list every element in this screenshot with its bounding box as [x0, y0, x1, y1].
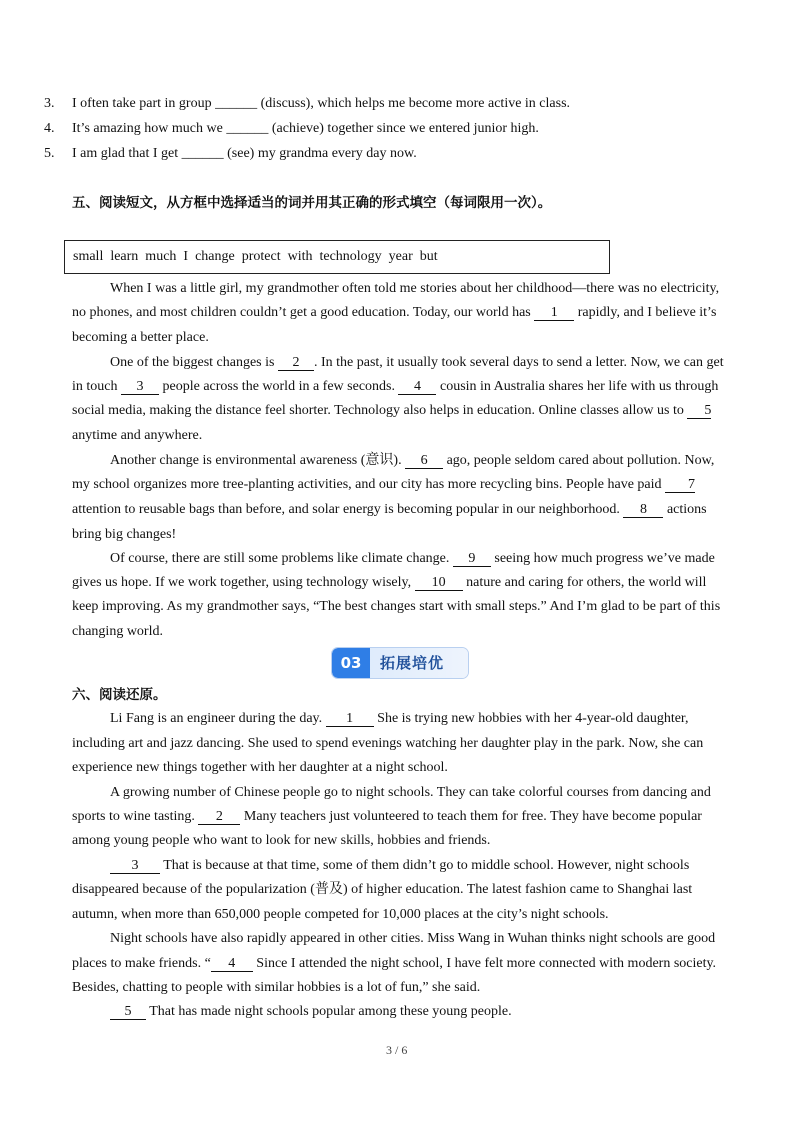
answer-blank: 10 [415, 575, 463, 591]
section-heading: 六、阅读还原。 [72, 687, 167, 703]
passage-line: becoming a better place. [72, 330, 209, 345]
answer-blank: 6 [405, 453, 443, 469]
answer-blank: 3 [110, 858, 160, 874]
section-heading: 五、阅读短文，从方框中选择适当的词并用其正确的形式填空（每词限用一次）。 [72, 195, 552, 211]
word-box-text: small learn much I change protect with technology year but [73, 249, 438, 264]
passage-line [72, 476, 695, 494]
answer-blank: 1 [534, 305, 574, 321]
question-4 [72, 120, 539, 138]
passage-text: actions [663, 502, 707, 517]
passage-line [110, 550, 715, 568]
question-text: I am glad that I get [72, 146, 182, 161]
passage-line [72, 304, 716, 322]
passage-line: anytime and anywhere. [72, 428, 203, 443]
question-text: It’s amazing how much we [72, 121, 227, 136]
question-5 [72, 145, 417, 163]
passage-line [110, 1003, 512, 1021]
question-3 [72, 95, 570, 113]
passage-line [72, 808, 702, 826]
answer-blank: ______ [181, 146, 224, 161]
answer-blank: 8 [623, 502, 663, 518]
passage-text: sports to wine tasting. [72, 809, 199, 824]
passage-line [72, 378, 718, 396]
passage-line [72, 955, 716, 973]
answer-blank: ______ [215, 96, 258, 111]
passage-text: That is because at that time, some of them didn’t go to middle school. However, night schools [160, 858, 690, 873]
passage-line: Night schools have also rapidly appeared in other cities. Miss Wang in Wuhan thinks night schools are good [110, 931, 716, 946]
passage-text: nature and caring for others, the world will [462, 575, 707, 590]
word-box [64, 240, 610, 274]
passage-text: That has made night schools popular among these young people. [146, 1004, 512, 1019]
passage-line: disappeared because of the popularization (普及) of higher education. The latest fashion came to Shanghai last [72, 882, 693, 897]
passage-line [110, 452, 714, 470]
answer-blank: 9 [453, 551, 491, 567]
question-number: 3. [44, 96, 55, 111]
passage-text: Of course, there are still some problems like climate change. [110, 551, 453, 566]
answer-blank: 3 [121, 379, 159, 395]
passage-line: When I was a little girl, my grandmother often told me stories about her childhood—there was no electricity, [110, 281, 720, 296]
passage-text: in touch [72, 379, 121, 394]
passage-text: people across the world in a few seconds. [159, 379, 399, 394]
answer-blank: 4 [211, 956, 253, 972]
answer-blank: 5 [687, 403, 711, 419]
passage-text: attention to reusable bags than before, and solar energy is becoming popular in our neighborhood. [72, 502, 624, 517]
passage-line: bring big changes! [72, 527, 177, 542]
passage-line: keep improving. As my grandmother says, “The best changes start with small steps.” And I’m glad to be part of this [72, 599, 721, 614]
passage-text: One of the biggest changes is [110, 355, 278, 370]
question-text: (discuss), which helps me become more active in class. [257, 96, 571, 111]
badge-title: 拓展培优 [380, 654, 445, 672]
question-number: 4. [44, 121, 55, 136]
passage-text: rapidly, and I believe it’s [574, 305, 717, 320]
passage-text: Another change is environmental awareness (意识). [110, 453, 406, 468]
answer-blank: 5 [110, 1004, 146, 1020]
passage-text: ago, people seldom cared about pollution. Now, [443, 453, 715, 468]
passage-line [110, 354, 724, 372]
passage-line: among young people who want to look for new skills, hobbies and friends. [72, 833, 491, 848]
passage-text: She is trying new hobbies with her 4-year-old daughter, [373, 711, 689, 726]
passage-line: experience new things together with her daughter at a night school. [72, 760, 448, 775]
answer-blank: 1 [326, 711, 374, 727]
passage-line: A growing number of Chinese people go to night schools. They can take colorful courses from dancing and [110, 785, 711, 800]
passage-text: places to make friends. “ [72, 956, 211, 971]
passage-line: including art and jazz dancing. She used to spend evenings watching her daughter play in the park. Now, she can [72, 736, 704, 751]
page-number: 3 / 6 [386, 1043, 408, 1057]
passage-text: Since I attended the night school, I have felt more connected with modern society. [252, 956, 717, 971]
passage-text: seeing how much progress we’ve made [490, 551, 715, 566]
answer-blank: 2 [198, 809, 240, 825]
passage-text: Li Fang is an engineer during the day. [110, 711, 326, 726]
passage-text: cousin in Australia shares her life with us through [436, 379, 719, 394]
passage-line [72, 574, 706, 592]
section-badge [332, 648, 468, 678]
answer-blank: 2 [278, 355, 314, 371]
answer-blank: 7 [665, 477, 695, 493]
passage-text: Many teachers just volunteered to teach them for free. They have become popular [240, 809, 702, 824]
passage-line [72, 402, 711, 420]
passage-line [72, 501, 707, 519]
question-number: 5. [44, 146, 55, 161]
answer-blank: 4 [398, 379, 436, 395]
passage-line: Besides, chatting to people with similar hobbies is a lot of fun,” she said. [72, 980, 481, 995]
passage-line [110, 710, 689, 728]
question-text: (achieve) together since we entered junior high. [268, 121, 539, 136]
passage-text: social media, making the distance feel shorter. Technology also helps in education. Online classes allow us to [72, 403, 688, 418]
passage-text: no phones, and most children couldn’t get a good education. Today, our world has [72, 305, 535, 320]
passage-line: changing world. [72, 624, 163, 639]
passage-line: autumn, when more than 650,000 people competed for 10,000 places at the city’s night schools. [72, 907, 609, 922]
passage-text: . In the past, it usually took several days to send a letter. Now, we can get [313, 355, 724, 370]
question-text: (see) my grandma every day now. [223, 146, 417, 161]
passage-line [110, 857, 689, 875]
passage-text: my school organizes more tree-planting activities, and our city has more recycling bins. People have paid [72, 477, 666, 492]
answer-blank: ______ [226, 121, 269, 136]
badge-number: 03 [332, 648, 370, 678]
question-text: I often take part in group [72, 96, 216, 111]
passage-text: gives us hope. If we work together, using technology wisely, [72, 575, 415, 590]
